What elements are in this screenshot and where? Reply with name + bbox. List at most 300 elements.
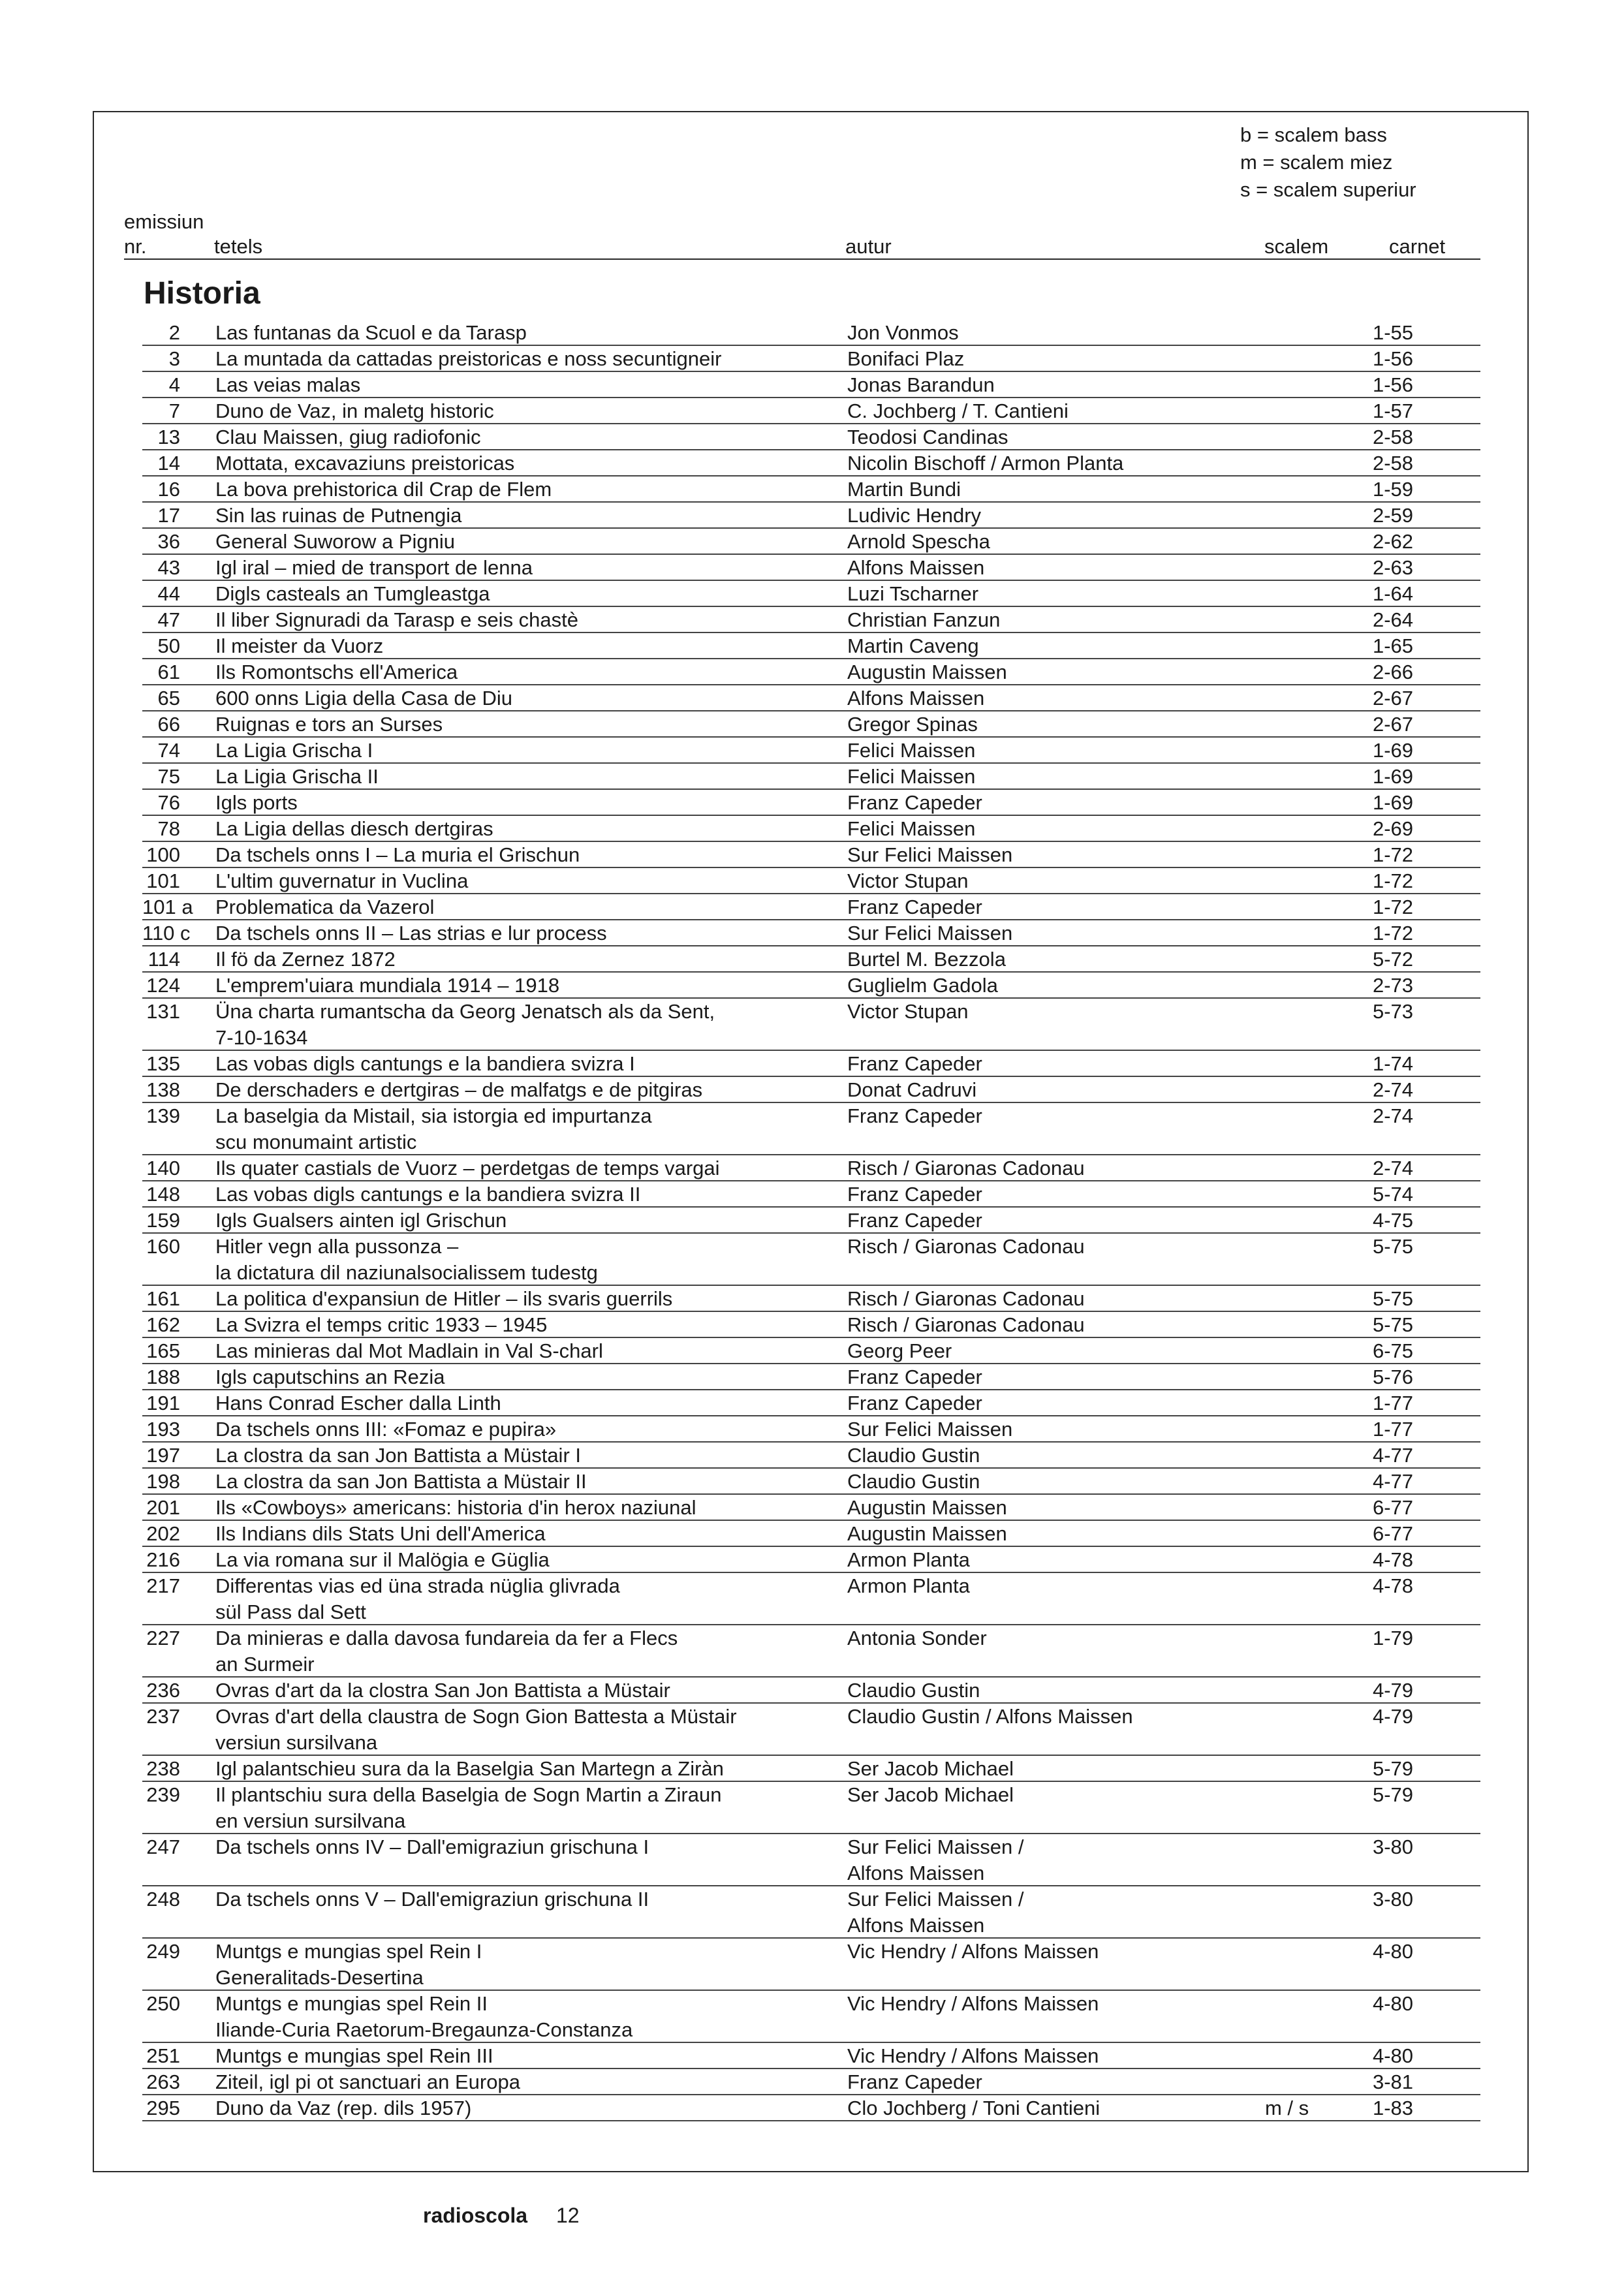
row-author — [847, 555, 1161, 581]
row-nr: 76 — [157, 791, 180, 814]
table-row — [142, 555, 1480, 581]
row-nr: 47 — [157, 608, 180, 631]
row-title-line: en versiun sursilvana — [215, 1809, 406, 1832]
row-author — [847, 659, 1161, 685]
row-carnet: 2-58 — [1372, 426, 1413, 448]
row-title-line: Muntgs e mungias spel Rein II — [215, 1992, 488, 2015]
row-author — [847, 1782, 1161, 1808]
row-nr: 135 — [146, 1052, 180, 1075]
row-author-line: Gregor Spinas — [847, 713, 978, 736]
row-author-line: Ser Jacob Michael — [847, 1757, 1014, 1780]
row-carnet: 1-56 — [1372, 347, 1413, 370]
row-nr: 101 a — [142, 896, 193, 918]
row-nr: 3 — [168, 347, 180, 370]
row-carnet: 5-75 — [1372, 1235, 1413, 1258]
row-author — [847, 2069, 1161, 2095]
row-author-line: Franz Capeder — [847, 791, 982, 814]
row-title-line: Igls caputschins an Rezia — [215, 1366, 445, 1388]
row-carnet: 1-55 — [1372, 321, 1413, 344]
table-row — [142, 1286, 1480, 1312]
row-title-line: La Svizra el temps critic 1933 – 1945 — [215, 1313, 548, 1336]
row-carnet: 1-72 — [1372, 922, 1413, 945]
row-title-line: La politica d'expansiun de Hitler – ils svaris guerrils — [215, 1287, 673, 1310]
row-author — [847, 1390, 1161, 1416]
table-row — [142, 1155, 1480, 1181]
row-author-line: Teodosi Candinas — [847, 426, 1008, 448]
row-author — [847, 529, 1161, 555]
row-title-line: Il liber Signuradi da Tarasp e seis chastè — [215, 608, 579, 631]
row-title-line: L'ultim guvernatur in Vuclina — [215, 869, 469, 892]
row-author — [847, 1077, 1161, 1103]
row-title-line: De derschaders e dertgiras – de malfatgs e de pitgiras — [215, 1078, 703, 1101]
table-row — [142, 529, 1480, 555]
row-nr: 36 — [157, 530, 180, 553]
row-nr: 227 — [146, 1627, 180, 1649]
row-nr: 250 — [146, 1992, 180, 2015]
row-carnet: 1-72 — [1372, 869, 1413, 892]
table-row — [142, 1364, 1480, 1390]
row-author — [847, 1208, 1161, 1234]
row-nr: 114 — [148, 948, 180, 971]
row-author — [847, 842, 1161, 868]
row-author-line: Franz Capeder — [847, 2070, 982, 2093]
header-autur: autur — [845, 235, 892, 258]
row-title-line: Duno de Vaz, in maletg historic — [215, 399, 494, 422]
table-row — [142, 738, 1480, 764]
row-title-line: Il plantschiu sura della Baselgia de Sogn Martin a Ziraun — [215, 1783, 722, 1806]
row-carnet: 5-79 — [1372, 1783, 1413, 1806]
row-author-line: Augustin Maissen — [847, 1522, 1007, 1545]
row-nr: 124 — [146, 974, 180, 997]
row-author — [847, 1495, 1161, 1521]
row-nr: 263 — [146, 2070, 180, 2093]
row-nr: 202 — [146, 1522, 180, 1545]
table-row — [142, 790, 1480, 816]
row-author-line: Arnold Spescha — [847, 530, 990, 553]
row-author-line: Martin Caveng — [847, 634, 979, 657]
row-author-line: Nicolin Bischoff / Armon Planta — [847, 452, 1124, 475]
row-author — [847, 398, 1161, 424]
table-row — [142, 372, 1480, 398]
row-nr: 4 — [168, 373, 180, 396]
row-author-line: Sur Felici Maissen — [847, 922, 1013, 945]
row-scalem: m / s — [1265, 2097, 1309, 2119]
row-author-line: Jonas Barandun — [847, 373, 995, 396]
row-nr: 162 — [146, 1313, 180, 1336]
row-nr: 75 — [157, 765, 180, 788]
row-nr: 61 — [157, 661, 180, 683]
row-carnet: 6-77 — [1372, 1496, 1413, 1519]
row-nr: 16 — [157, 478, 180, 501]
legend-line: m = scalem miez — [1240, 151, 1393, 174]
table-row — [142, 320, 1480, 346]
table-row — [142, 1782, 1480, 1834]
row-carnet: 4-79 — [1372, 1679, 1413, 1702]
row-carnet: 2-74 — [1372, 1157, 1413, 1179]
row-carnet: 4-80 — [1372, 1992, 1413, 2015]
row-title-line: Ils Romontschs ell'America — [215, 661, 458, 683]
row-nr: 139 — [146, 1104, 180, 1127]
row-title-line: Da tschels onns II – Las strias e lur process — [215, 922, 607, 945]
row-author — [847, 973, 1161, 999]
row-title-line: Muntgs e mungias spel Rein I — [215, 1940, 482, 1963]
legend-line: b = scalem bass — [1240, 123, 1387, 146]
row-carnet: 5-79 — [1372, 1757, 1413, 1780]
row-carnet: 5-72 — [1372, 948, 1413, 971]
table-row — [142, 450, 1480, 476]
row-nr: 161 — [146, 1287, 180, 1310]
row-title-line: La baselgia da Mistail, sia istorgia ed impurtanza — [215, 1104, 652, 1127]
header-scalem: scalem — [1264, 235, 1329, 258]
row-nr: 100 — [146, 843, 180, 866]
table-row — [142, 1103, 1480, 1155]
footer-page-number: 12 — [556, 2204, 580, 2227]
row-title-line: scu monumaint artistic — [215, 1131, 417, 1153]
row-author-line: Christian Fanzun — [847, 608, 1001, 631]
table-row — [142, 1547, 1480, 1573]
row-author — [847, 1416, 1161, 1443]
row-carnet: 2-62 — [1372, 530, 1413, 553]
row-author — [847, 1181, 1161, 1208]
row-title-line: Mottata, excavaziuns preistoricas — [215, 452, 515, 475]
row-title-line: La Ligia Grischa II — [215, 765, 379, 788]
table-row — [142, 1991, 1480, 2043]
row-author — [847, 2095, 1161, 2121]
row-author-line: Alfons Maissen — [847, 687, 985, 710]
row-carnet: 2-69 — [1372, 817, 1413, 840]
table-row — [142, 346, 1480, 372]
row-nr: 148 — [146, 1183, 180, 1206]
header-tetels: tetels — [214, 235, 263, 258]
row-nr: 13 — [157, 426, 180, 448]
row-author — [847, 1991, 1161, 2017]
table-row — [142, 1678, 1480, 1704]
row-author-line: Armon Planta — [847, 1574, 970, 1597]
row-nr: 65 — [157, 687, 180, 710]
row-author-line: Claudio Gustin / Alfons Maissen — [847, 1705, 1133, 1728]
row-carnet: 2-74 — [1372, 1078, 1413, 1101]
row-nr: 66 — [157, 713, 180, 736]
row-carnet: 2-58 — [1372, 452, 1413, 475]
row-author-line: Franz Capeder — [847, 1392, 982, 1414]
row-title-line: La clostra da san Jon Battista a Müstair II — [215, 1470, 587, 1493]
row-author — [847, 946, 1161, 973]
row-carnet: 1-65 — [1372, 634, 1413, 657]
row-author-line: Vic Hendry / Alfons Maissen — [847, 1992, 1099, 2015]
row-nr: 217 — [146, 1574, 180, 1597]
row-title-line: Da tschels onns IV – Dall'emigraziun grischuna I — [215, 1835, 649, 1858]
table-row — [142, 503, 1480, 529]
row-nr: 74 — [157, 739, 180, 762]
table-row — [142, 1834, 1480, 1886]
row-title-line: Ziteil, igl pi ot sanctuari an Europa — [215, 2070, 520, 2093]
row-title-line: General Suworow a Pigniu — [215, 530, 456, 553]
row-author — [847, 1469, 1161, 1495]
table-row — [142, 2095, 1480, 2121]
table-row — [142, 1573, 1480, 1625]
row-nr: 78 — [157, 817, 180, 840]
row-author-line: Clo Jochberg / Toni Cantieni — [847, 2097, 1101, 2119]
row-title-line: La clostra da san Jon Battista a Müstair I — [215, 1444, 581, 1467]
row-title-line: Ils quater castials de Vuorz – perdetgas de temps vargai — [215, 1157, 720, 1179]
row-author — [847, 1939, 1161, 1965]
table-row — [142, 1234, 1480, 1286]
row-author-line: Claudio Gustin — [847, 1470, 980, 1493]
row-title-line: Da tschels onns I – La muria el Grischun — [215, 843, 580, 866]
row-title-line: Problematica da Vazerol — [215, 896, 435, 918]
row-author — [847, 1521, 1161, 1547]
row-author — [847, 1312, 1161, 1338]
row-carnet: 1-69 — [1372, 765, 1413, 788]
row-author — [847, 476, 1161, 503]
row-carnet: 5-76 — [1372, 1366, 1413, 1388]
row-nr: 191 — [146, 1392, 180, 1414]
row-carnet: 1-74 — [1372, 1052, 1413, 1075]
row-carnet: 3-81 — [1372, 2070, 1413, 2093]
row-carnet: 4-77 — [1372, 1444, 1413, 1467]
row-nr: 2 — [168, 321, 180, 344]
row-nr: 165 — [146, 1339, 180, 1362]
row-title-line: La Ligia Grischa I — [215, 739, 373, 762]
table-row — [142, 398, 1480, 424]
table-row — [142, 1939, 1480, 1991]
table-row — [142, 1495, 1480, 1521]
row-nr: 188 — [146, 1366, 180, 1388]
row-carnet: 4-79 — [1372, 1705, 1413, 1728]
row-author-line: C. Jochberg / T. Cantieni — [847, 399, 1069, 422]
row-author — [847, 1547, 1161, 1573]
row-title-line: Igls Gualsers ainten igl Grischun — [215, 1209, 507, 1232]
row-carnet: 3-80 — [1372, 1888, 1413, 1911]
row-author-line: Franz Capeder — [847, 1209, 982, 1232]
section-title: Historia — [144, 276, 260, 311]
row-title-line: La Ligia dellas diesch dertgiras — [215, 817, 493, 840]
row-author — [847, 346, 1161, 372]
row-author-line: Sur Felici Maissen / — [847, 1888, 1024, 1911]
row-author — [847, 1286, 1161, 1312]
row-nr: 138 — [146, 1078, 180, 1101]
row-nr: 17 — [157, 504, 180, 527]
row-nr: 193 — [146, 1418, 180, 1441]
row-author-line: Franz Capeder — [847, 1366, 982, 1388]
row-title-line: la dictatura dil naziunalsocialissem tudestg — [215, 1261, 598, 1284]
table-row — [142, 1390, 1480, 1416]
row-title-line: La muntada da cattadas preistoricas e noss secuntigneir — [215, 347, 722, 370]
row-author — [847, 868, 1161, 894]
row-title-line: Il fö da Zernez 1872 — [215, 948, 396, 971]
row-carnet: 6-75 — [1372, 1339, 1413, 1362]
table-row — [142, 894, 1480, 920]
row-nr: 140 — [146, 1157, 180, 1179]
table-row — [142, 607, 1480, 633]
table-row — [142, 1077, 1480, 1103]
header-emissiun: emissiun — [124, 210, 204, 233]
row-title-line: Ovras d'art della claustra de Sogn Gion Battesta a Müstair — [215, 1705, 737, 1728]
row-title-line: Las funtanas da Scuol e da Tarasp — [215, 321, 527, 344]
row-author-line: Franz Capeder — [847, 1052, 982, 1075]
row-author-line: Felici Maissen — [847, 765, 976, 788]
row-author-line: Bonifaci Plaz — [847, 347, 965, 370]
table-row — [142, 424, 1480, 450]
row-title-line: Üna charta rumantscha da Georg Jenatsch als da Sent, — [215, 1000, 715, 1023]
row-author — [847, 372, 1161, 398]
row-carnet: 6-77 — [1372, 1522, 1413, 1545]
row-author — [847, 1051, 1161, 1077]
table-row — [142, 764, 1480, 790]
row-author-line: Antonia Sonder — [847, 1627, 987, 1649]
row-carnet: 4-80 — [1372, 1940, 1413, 1963]
table-row — [142, 973, 1480, 999]
row-carnet: 2-67 — [1372, 713, 1413, 736]
row-carnet: 2-73 — [1372, 974, 1413, 997]
row-carnet: 1-83 — [1372, 2097, 1413, 2119]
row-author — [847, 424, 1161, 450]
row-author-line: Sur Felici Maissen / — [847, 1835, 1024, 1858]
row-author — [847, 1338, 1161, 1364]
row-author-line: Jon Vonmos — [847, 321, 959, 344]
row-author-line: Augustin Maissen — [847, 661, 1007, 683]
row-author — [847, 920, 1161, 946]
table-row — [142, 1051, 1480, 1077]
row-nr: 159 — [146, 1209, 180, 1232]
row-author — [847, 1704, 1161, 1730]
row-author — [847, 1834, 1161, 1886]
row-author — [847, 764, 1161, 790]
footer-brand: radioscola — [423, 2204, 528, 2227]
row-author — [847, 999, 1161, 1025]
row-title-line: an Surmeir — [215, 1653, 315, 1676]
row-author — [847, 320, 1161, 346]
row-title-line: Da tschels onns V – Dall'emigraziun grischuna II — [215, 1888, 649, 1911]
table-row — [142, 842, 1480, 868]
row-author — [847, 633, 1161, 659]
row-nr: 238 — [146, 1757, 180, 1780]
row-author-line: Franz Capeder — [847, 896, 982, 918]
row-title-line: Da minieras e dalla davosa fundareia da fer a Flecs — [215, 1627, 678, 1649]
legend-line: s = scalem superiur — [1240, 178, 1416, 201]
row-nr: 251 — [146, 2044, 180, 2067]
row-author — [847, 1756, 1161, 1782]
table-row — [142, 476, 1480, 503]
row-title-line: Ils Indians dils Stats Uni dell'America — [215, 1522, 546, 1545]
row-author — [847, 2043, 1161, 2069]
row-author-line: Risch / Giaronas Cadonau — [847, 1157, 1085, 1179]
row-title-line: Igl iral – mied de transport de lenna — [215, 556, 533, 579]
row-carnet: 1-69 — [1372, 791, 1413, 814]
row-author — [847, 503, 1161, 529]
row-title-line: Igls ports — [215, 791, 298, 814]
row-author-line: Risch / Giaronas Cadonau — [847, 1313, 1085, 1336]
row-carnet: 4-77 — [1372, 1470, 1413, 1493]
table-row — [142, 1181, 1480, 1208]
row-carnet: 1-72 — [1372, 896, 1413, 918]
row-author — [847, 1678, 1161, 1704]
row-carnet: 5-74 — [1372, 1183, 1413, 1206]
row-carnet: 2-74 — [1372, 1104, 1413, 1127]
row-carnet: 1-64 — [1372, 582, 1413, 605]
table-row — [142, 1338, 1480, 1364]
row-author — [847, 738, 1161, 764]
row-carnet: 5-73 — [1372, 1000, 1413, 1023]
row-title-line: L'emprem'uiara mundiala 1914 – 1918 — [215, 974, 560, 997]
header-rule — [124, 258, 1480, 260]
row-author-line: Victor Stupan — [847, 1000, 969, 1023]
table-row — [142, 633, 1480, 659]
row-author-line: Vic Hendry / Alfons Maissen — [847, 1940, 1099, 1963]
table-row — [142, 946, 1480, 973]
row-carnet: 1-72 — [1372, 843, 1413, 866]
row-carnet: 1-79 — [1372, 1627, 1413, 1649]
row-author-line: Risch / Giaronas Cadonau — [847, 1235, 1085, 1258]
table-row — [142, 1469, 1480, 1495]
row-carnet: 4-78 — [1372, 1548, 1413, 1571]
table-row — [142, 581, 1480, 607]
row-author-line: Georg Peer — [847, 1339, 952, 1362]
row-nr: 101 — [146, 869, 180, 892]
row-nr: 44 — [157, 582, 180, 605]
row-nr: 201 — [146, 1496, 180, 1519]
header-nr: nr. — [124, 235, 147, 258]
row-author-line: Donat Cadruvi — [847, 1078, 977, 1101]
row-title-line: Duno da Vaz (rep. dils 1957) — [215, 2097, 472, 2119]
header-carnet: carnet — [1389, 235, 1446, 258]
row-nr: 50 — [157, 634, 180, 657]
table-row — [142, 1208, 1480, 1234]
row-nr: 160 — [146, 1235, 180, 1258]
row-carnet: 3-80 — [1372, 1835, 1413, 1858]
row-author — [847, 1103, 1161, 1129]
row-nr: 295 — [146, 2097, 180, 2119]
row-carnet: 1-77 — [1372, 1418, 1413, 1441]
table-row — [142, 2069, 1480, 2095]
row-nr: 247 — [146, 1835, 180, 1858]
scalem-legend — [1240, 121, 1416, 204]
row-carnet: 2-59 — [1372, 504, 1413, 527]
row-nr: 249 — [146, 1940, 180, 1963]
table-row — [142, 659, 1480, 685]
table-row — [142, 868, 1480, 894]
row-author-line: Sur Felici Maissen — [847, 843, 1013, 866]
row-carnet: 1-57 — [1372, 399, 1413, 422]
row-author — [847, 685, 1161, 711]
table-row — [142, 920, 1480, 946]
row-title-line: Differentas vias ed üna strada nüglia glivrada — [215, 1574, 620, 1597]
row-nr: 239 — [146, 1783, 180, 1806]
row-author-line: Martin Bundi — [847, 478, 961, 501]
row-title-line: Ruignas e tors an Surses — [215, 713, 443, 736]
table-row — [142, 1625, 1480, 1678]
row-title-line: Hans Conrad Escher dalla Linth — [215, 1392, 501, 1414]
row-author-line: Franz Capeder — [847, 1104, 982, 1127]
row-title-line: Muntgs e mungias spel Rein III — [215, 2044, 493, 2067]
row-title-line: Igl palantschieu sura da la Baselgia San Martegn a Ziràn — [215, 1757, 724, 1780]
table-row — [142, 2043, 1480, 2069]
row-author — [847, 581, 1161, 607]
row-author — [847, 1625, 1161, 1651]
row-author — [847, 1886, 1161, 1939]
row-author-line: Franz Capeder — [847, 1183, 982, 1206]
row-title-line: Sin las ruinas de Putnengia — [215, 504, 462, 527]
row-author-line: Alfons Maissen — [847, 1862, 985, 1884]
row-carnet: 1-56 — [1372, 373, 1413, 396]
row-title-line: La via romana sur il Malögia e Güglia — [215, 1548, 550, 1571]
row-author-line: Guglielm Gadola — [847, 974, 998, 997]
row-author — [847, 1364, 1161, 1390]
row-author-line: Claudio Gustin — [847, 1444, 980, 1467]
row-title-line: Ovras d'art da la clostra San Jon Battista a Müstair — [215, 1679, 670, 1702]
row-title-line: Clau Maissen, giug radiofonic — [215, 426, 481, 448]
row-carnet: 2-63 — [1372, 556, 1413, 579]
